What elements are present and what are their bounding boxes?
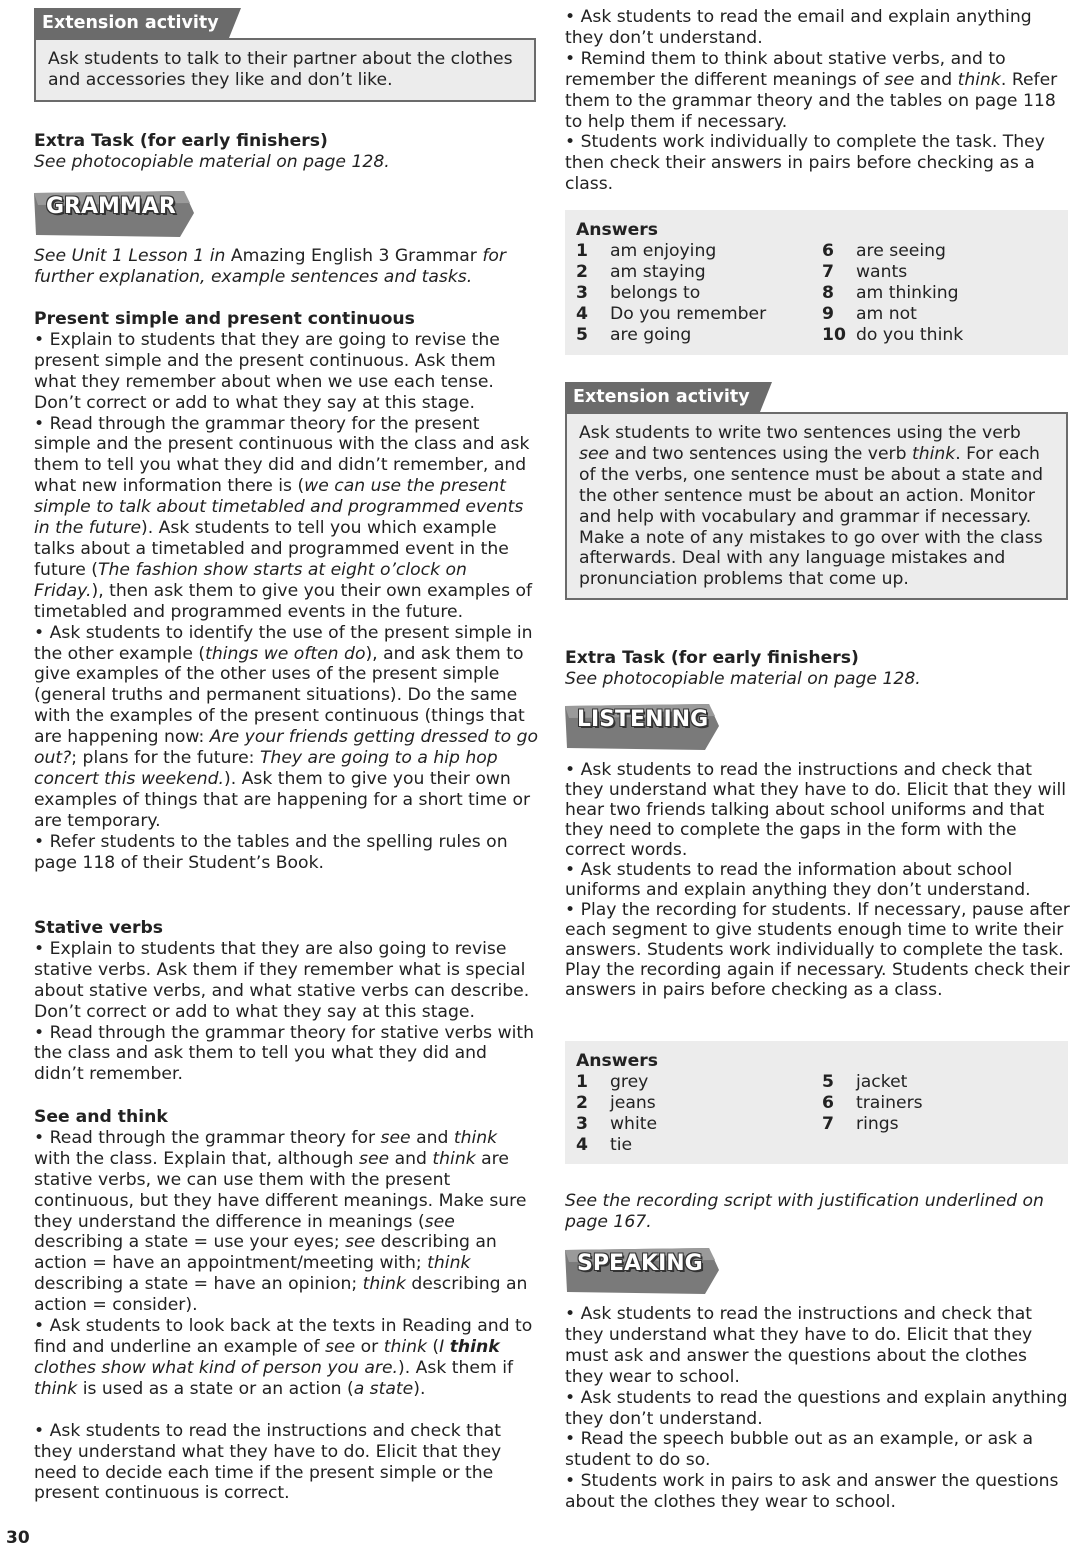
answer-number: 2 [576,1092,588,1113]
bullet: • Students work individually to complete the task. They then check their answers in pairs before checking as a class. [565,132,1045,195]
answer-item [576,262,822,283]
section-stative-verbs [34,918,538,1085]
page-number: 30 [6,1528,30,1548]
email-task-notes [565,7,1070,195]
extra-task-title: Extra Task (for early finishers) [565,648,859,668]
extra-task-1 [34,131,538,173]
answer-item [822,304,1056,325]
answer-text: am enjoying [610,240,717,261]
banner-label: LISTENING [577,707,709,732]
section-see-think [34,1107,538,1504]
answer-number: 10 [822,324,846,345]
bullet: • Read through the grammar theory for see and think with the class. Explain that, although see and think are stative verbs, we can use them with the present continuous, but they have different meanings. Make sure they understand the difference in meanings (see describing a state = use your eyes; see describing an action = have an appointment/meeting with; think describing a state = have an opinion; think describing an action = consider). [34,1127,528,1316]
answer-number: 5 [576,324,588,345]
answer-number: 8 [822,282,834,303]
answer-item [822,1093,1056,1114]
bullet: • Read through the grammar theory for the present simple and the present continuous with the class and ask them to tell you what they did and didn’t remember, and what new information there is (we can use the present simple to talk about timetabled and programmed events in the future). Ask students to tell you which example talks about a timetabled and programmed event in the future (The fashion show starts at eight o’clock on Friday.), then ask them to give you their own examples of timetabled and programmed events in the future. [34,413,533,622]
answer-text: grey [610,1071,649,1092]
answer-number: 7 [822,1113,834,1134]
bullet: • Ask students to read the instructions and check that they understand what they have to do. Elicit that they need to decide each time if the present simple or the present continuous is correct. [34,1420,502,1504]
extra-task-note: See photocopiable material on page 128. [565,668,921,689]
speaking-banner [565,1248,719,1294]
bullet: • Read through the grammar theory for stative verbs with the class and ask them to tell you what they did and didn’t remember. [34,1022,535,1085]
answers-title: Answers [576,220,659,240]
answer-text: trainers [856,1092,923,1113]
answers-grid [576,1072,1056,1156]
banner-label: SPEAKING [577,1251,703,1276]
extension-activity-2 [565,382,1068,600]
answer-text: tie [610,1134,633,1155]
answer-item [576,283,822,304]
bullet: • Ask students to read the email and explain anything they don’t understand. [565,7,1032,48]
section-present-simple-continuous [34,309,538,873]
answer-text: are seeing [856,240,946,261]
answer-number [822,1135,856,1156]
answer-number: 1 [576,240,588,261]
answer-item [822,1072,1056,1093]
bullet: • Ask students to identify the use of the present simple in the other example (things we often do), and ask them to give examples of the other uses of the present simple (general truths and permanent situations). Do the same with the examples of the present continuous (things that are happening now: Are your friends getting dressed to go out?; plans for the future: They are going to a hip hop concert this weekend.). Ask them to give you their own examples of things that are happening for a short time or are temporary. [34,622,539,831]
answer-text: am not [856,303,917,324]
answer-number: 5 [822,1071,834,1092]
answer-item [822,1114,1056,1135]
extra-task-title: Extra Task (for early finishers) [34,131,328,151]
listening-banner [565,704,719,750]
answers-box-2 [565,1041,1068,1164]
answers-grid [576,241,1056,346]
extension-activity-1 [34,8,536,102]
answer-text: white [610,1113,658,1134]
answer-text: am thinking [856,282,959,303]
bullet: • Ask students to look back at the texts in Reading and to find and underline an example of see or think (I think clothes show what kind of person you are.). Ask them if think is used as a state or an action (a state). [34,1316,533,1399]
answer-number: 6 [822,240,834,261]
answer-number: 2 [576,261,588,282]
extension-box [34,38,536,102]
answer-item [822,325,1056,346]
bullet: • Refer students to the tables and the spelling rules on page 118 of their Student’s Book. [34,831,508,873]
extension-text: Ask students to talk to their partner about the clothes and accessories they like and don’t like. [48,49,513,90]
answers-box-1 [565,210,1068,355]
answer-number: 4 [576,303,588,324]
bullet: • Ask students to read the information about school uniforms and explain anything they don’t understand. [565,860,1031,900]
bullet: • Remind them to think about stative verbs, and to remember the different meanings of see and think. Refer them to the grammar theory and the tables on page 118 to help them if necessary. [565,48,1058,132]
answer-text: jeans [610,1092,656,1113]
answer-number: 3 [576,1113,588,1134]
answer-item [822,262,1056,283]
section-heading: Present simple and present continuous [34,309,415,329]
speaking-notes [565,1304,1070,1513]
answer-text: rings [856,1113,899,1134]
answer-text: are going [610,324,692,345]
banner-label: GRAMMAR [46,194,176,219]
grammar-banner [34,191,194,237]
extension-tab: Extension activity [34,8,229,38]
answer-item [576,1093,822,1114]
answer-number: 4 [576,1134,588,1155]
section-heading: See and think [34,1107,168,1127]
extension-tab: Extension activity [565,382,760,412]
bullet: • Play the recording for students. If necessary, pause after each segment to give students enough time to write their answers. Students work individually to complete the task. Play the recording again if necessary. Students check their answers in pairs before checking as a class. [565,900,1070,1000]
answer-number: 9 [822,303,834,324]
recording-script-note: See the recording script with justification underlined on page 167. [565,1191,1044,1232]
extension-box [565,412,1068,600]
section-heading: Stative verbs [34,918,164,938]
answer-item [576,325,822,346]
answers-title: Answers [576,1051,659,1071]
answer-item [822,283,1056,304]
extra-task-note: See photocopiable material on page 128. [34,151,390,172]
answer-text: wants [856,261,908,282]
answer-item [822,241,1056,262]
bullet: • Ask students to read the instructions and check that they understand what they have to do. Elicit that they will hear two friends talking about school uniforms and that they need to complete the gaps in the form with the correct words. [565,760,1067,860]
extension-text: Ask students to write two sentences using the verb see and two sentences using the verb think. For each of the verbs, one sentence must be about a state and the other sentence must be about an action. Monitor and help with vocabulary and grammar if necessary. Make a note of any mistakes to go over with the class afterwards. Deal with any language mistakes and pronunciation problems that come up. [579,423,1043,590]
bullet: • Explain to students that they are going to revise the present simple and the present continuous. Ask them what they remember about when we use each tense. Don’t correct or add to what they say at this stage. [34,329,500,413]
answer-text: am staying [610,261,706,282]
answer-item [576,1135,822,1156]
answer-item [576,304,822,325]
answer-text: Do you remember [610,303,767,324]
answer-item [576,1072,822,1093]
answer-item [822,1135,1056,1156]
listening-notes [565,760,1070,1000]
bullet: • Ask students to read the questions and explain anything they don’t understand. [565,1387,1068,1429]
answer-number: 1 [576,1071,588,1092]
extra-task-2 [565,648,1070,690]
answer-item [576,241,822,262]
grammar-intro: See Unit 1 Lesson 1 in Amazing English 3 Grammar for further explanation, example sentences and tasks. [34,246,506,287]
bullet: • Ask students to read the instructions and check that they understand what they have to do. Elicit that they must ask and answer the questions about the clothes they wear to school. [565,1304,1033,1387]
answer-text: do you think [856,324,964,345]
answer-number: 3 [576,282,588,303]
answer-number: 6 [822,1092,834,1113]
answer-text: jacket [856,1071,908,1092]
bullet: • Explain to students that they are also going to revise stative verbs. Ask them if they remember what is special about stative verbs, and what stative verbs can describe. Don’t correct or add to what they say at this stage. [34,938,530,1022]
bullet: • Students work in pairs to ask and answer the questions about the clothes they wear to school. [565,1471,1059,1513]
answer-text: belongs to [610,282,701,303]
answer-number: 7 [822,261,834,282]
bullet: • Read the speech bubble out as an example, or ask a student to do so. [565,1429,1034,1471]
answer-item [576,1114,822,1135]
